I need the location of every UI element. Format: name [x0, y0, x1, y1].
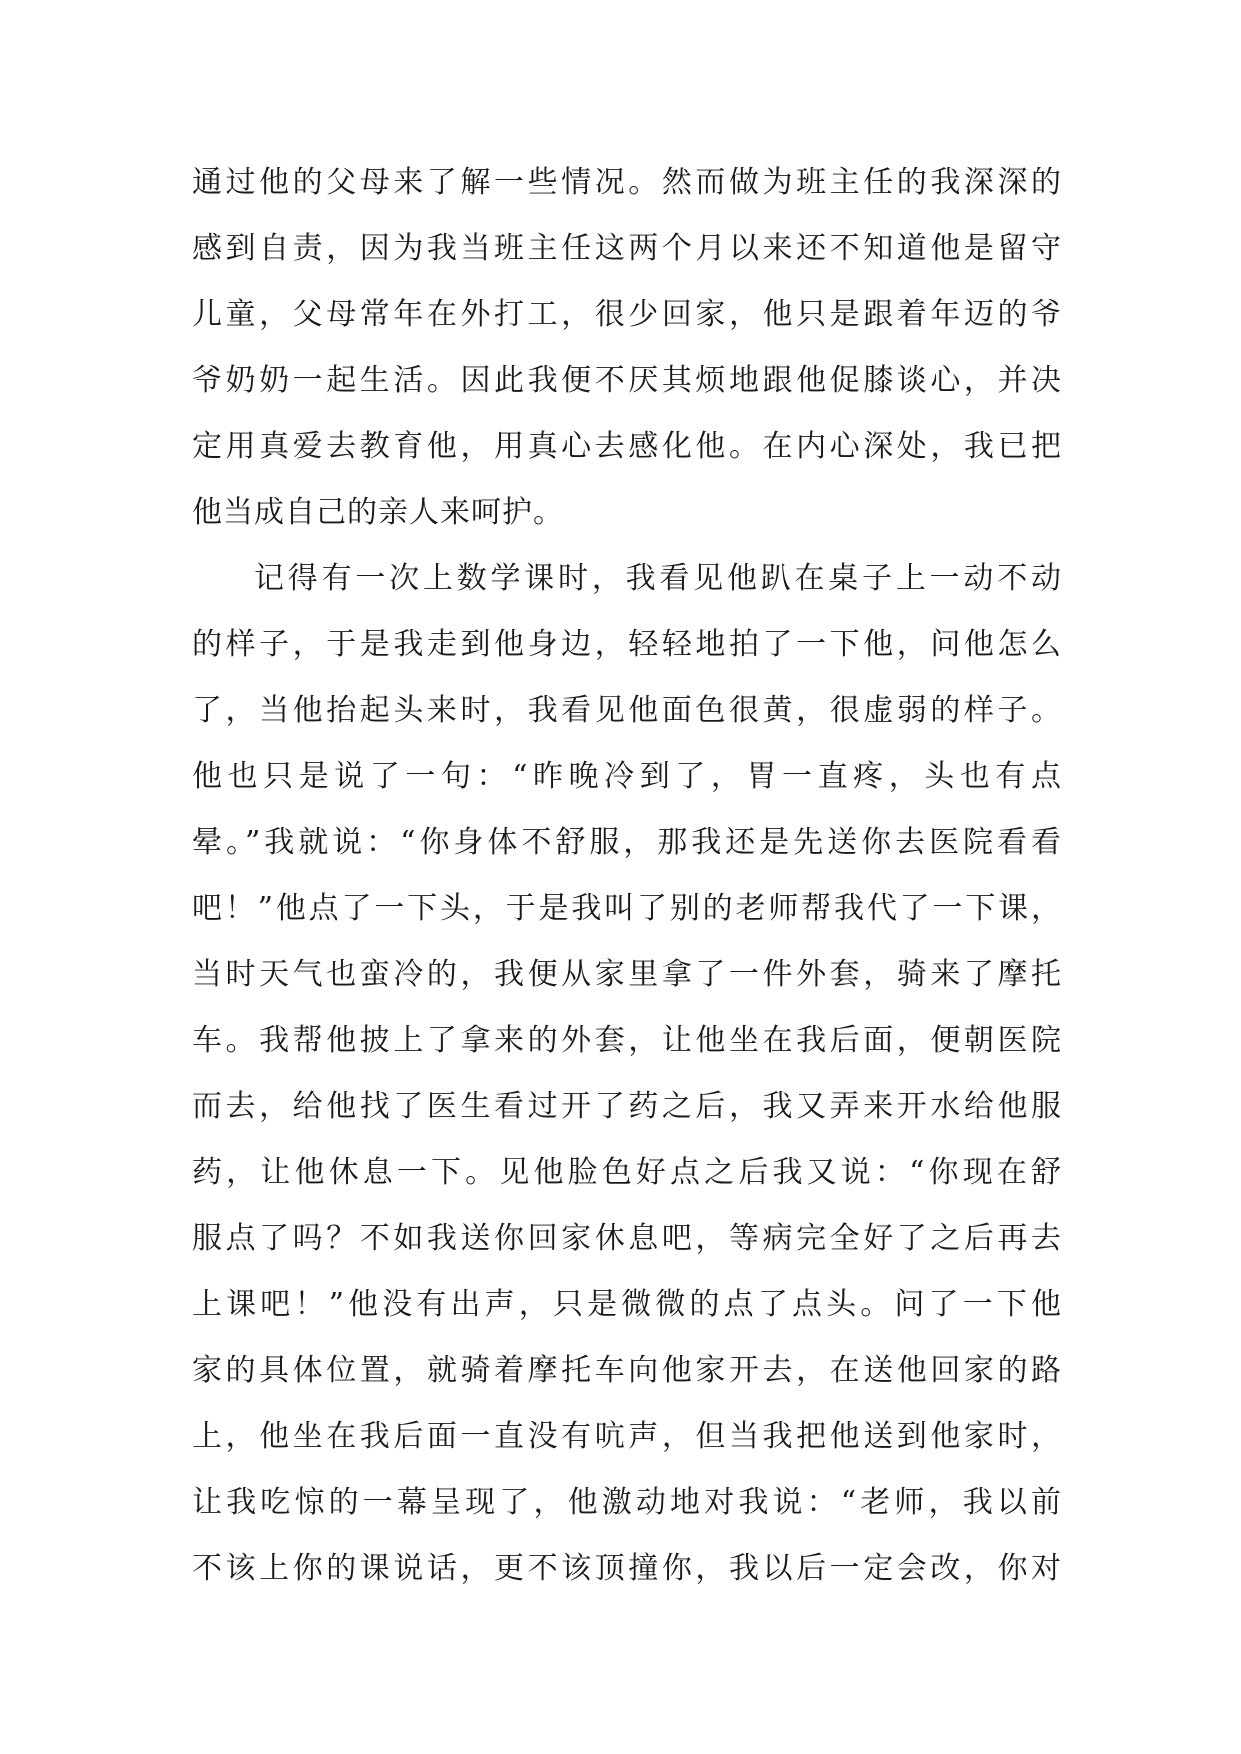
text-line: 车。我帮他披上了拿来的外套，让他坐在我后面，便朝医院 [192, 1023, 1062, 1058]
text-line: 他也只是说了一句：“昨晚冷到了，胃一直疼，头也有点 [192, 759, 1062, 794]
text-line: 的样子，于是我走到他身边，轻轻地拍了一下他，问他怎么 [192, 627, 1062, 662]
text-line: 他当成自己的亲人来呵护。 [192, 495, 564, 530]
text-line: 爷奶奶一起生活。因此我便不厌其烦地跟他促膝谈心，并决 [192, 363, 1062, 398]
text-line: 感到自责，因为我当班主任这两个月以来还不知道他是留守 [192, 231, 1062, 266]
text-line: 服点了吗？不如我送你回家休息吧，等病完全好了之后再去 [192, 1221, 1062, 1256]
text-line: 了，当他抬起头来时，我看见他面色很黄，很虚弱的样子。 [192, 693, 1062, 728]
text-line: 让我吃惊的一幕呈现了，他激动地对我说：“老师，我以前 [192, 1485, 1062, 1520]
text-line: 上课吧！”他没有出声，只是微微的点了点头。问了一下他 [192, 1287, 1062, 1322]
text-line: 吧！”他点了一下头，于是我叫了别的老师帮我代了一下课， [192, 891, 1062, 926]
body-text [192, 150, 1062, 1602]
text-line: 不该上你的课说话，更不该顶撞你，我以后一定会改，你对 [192, 1551, 1062, 1586]
text-line: 通过他的父母来了解一些情况。然而做为班主任的我深深的 [192, 165, 1062, 200]
text-line: 儿童，父母常年在外打工，很少回家，他只是跟着年迈的爷 [192, 297, 1062, 332]
text-line: 当时天气也蛮冷的，我便从家里拿了一件外套，骑来了摩托 [192, 957, 1062, 992]
text-line: 上，他坐在我后面一直没有吭声，但当我把他送到他家时， [192, 1419, 1062, 1454]
text-line: 药，让他休息一下。见他脸色好点之后我又说：“你现在舒 [192, 1155, 1062, 1190]
text-line: 晕。”我就说：“你身体不舒服，那我还是先送你去医院看看 [192, 825, 1062, 860]
paragraph-start-line: 记得有一次上数学课时，我看见他趴在桌子上一动不动 [254, 561, 1062, 596]
text-line: 家的具体位置，就骑着摩托车向他家开去，在送他回家的路 [192, 1353, 1062, 1388]
text-line: 而去，给他找了医生看过开了药之后，我又弄来开水给他服 [192, 1089, 1062, 1124]
text-line: 定用真爱去教育他，用真心去感化他。在内心深处，我已把 [192, 429, 1062, 464]
